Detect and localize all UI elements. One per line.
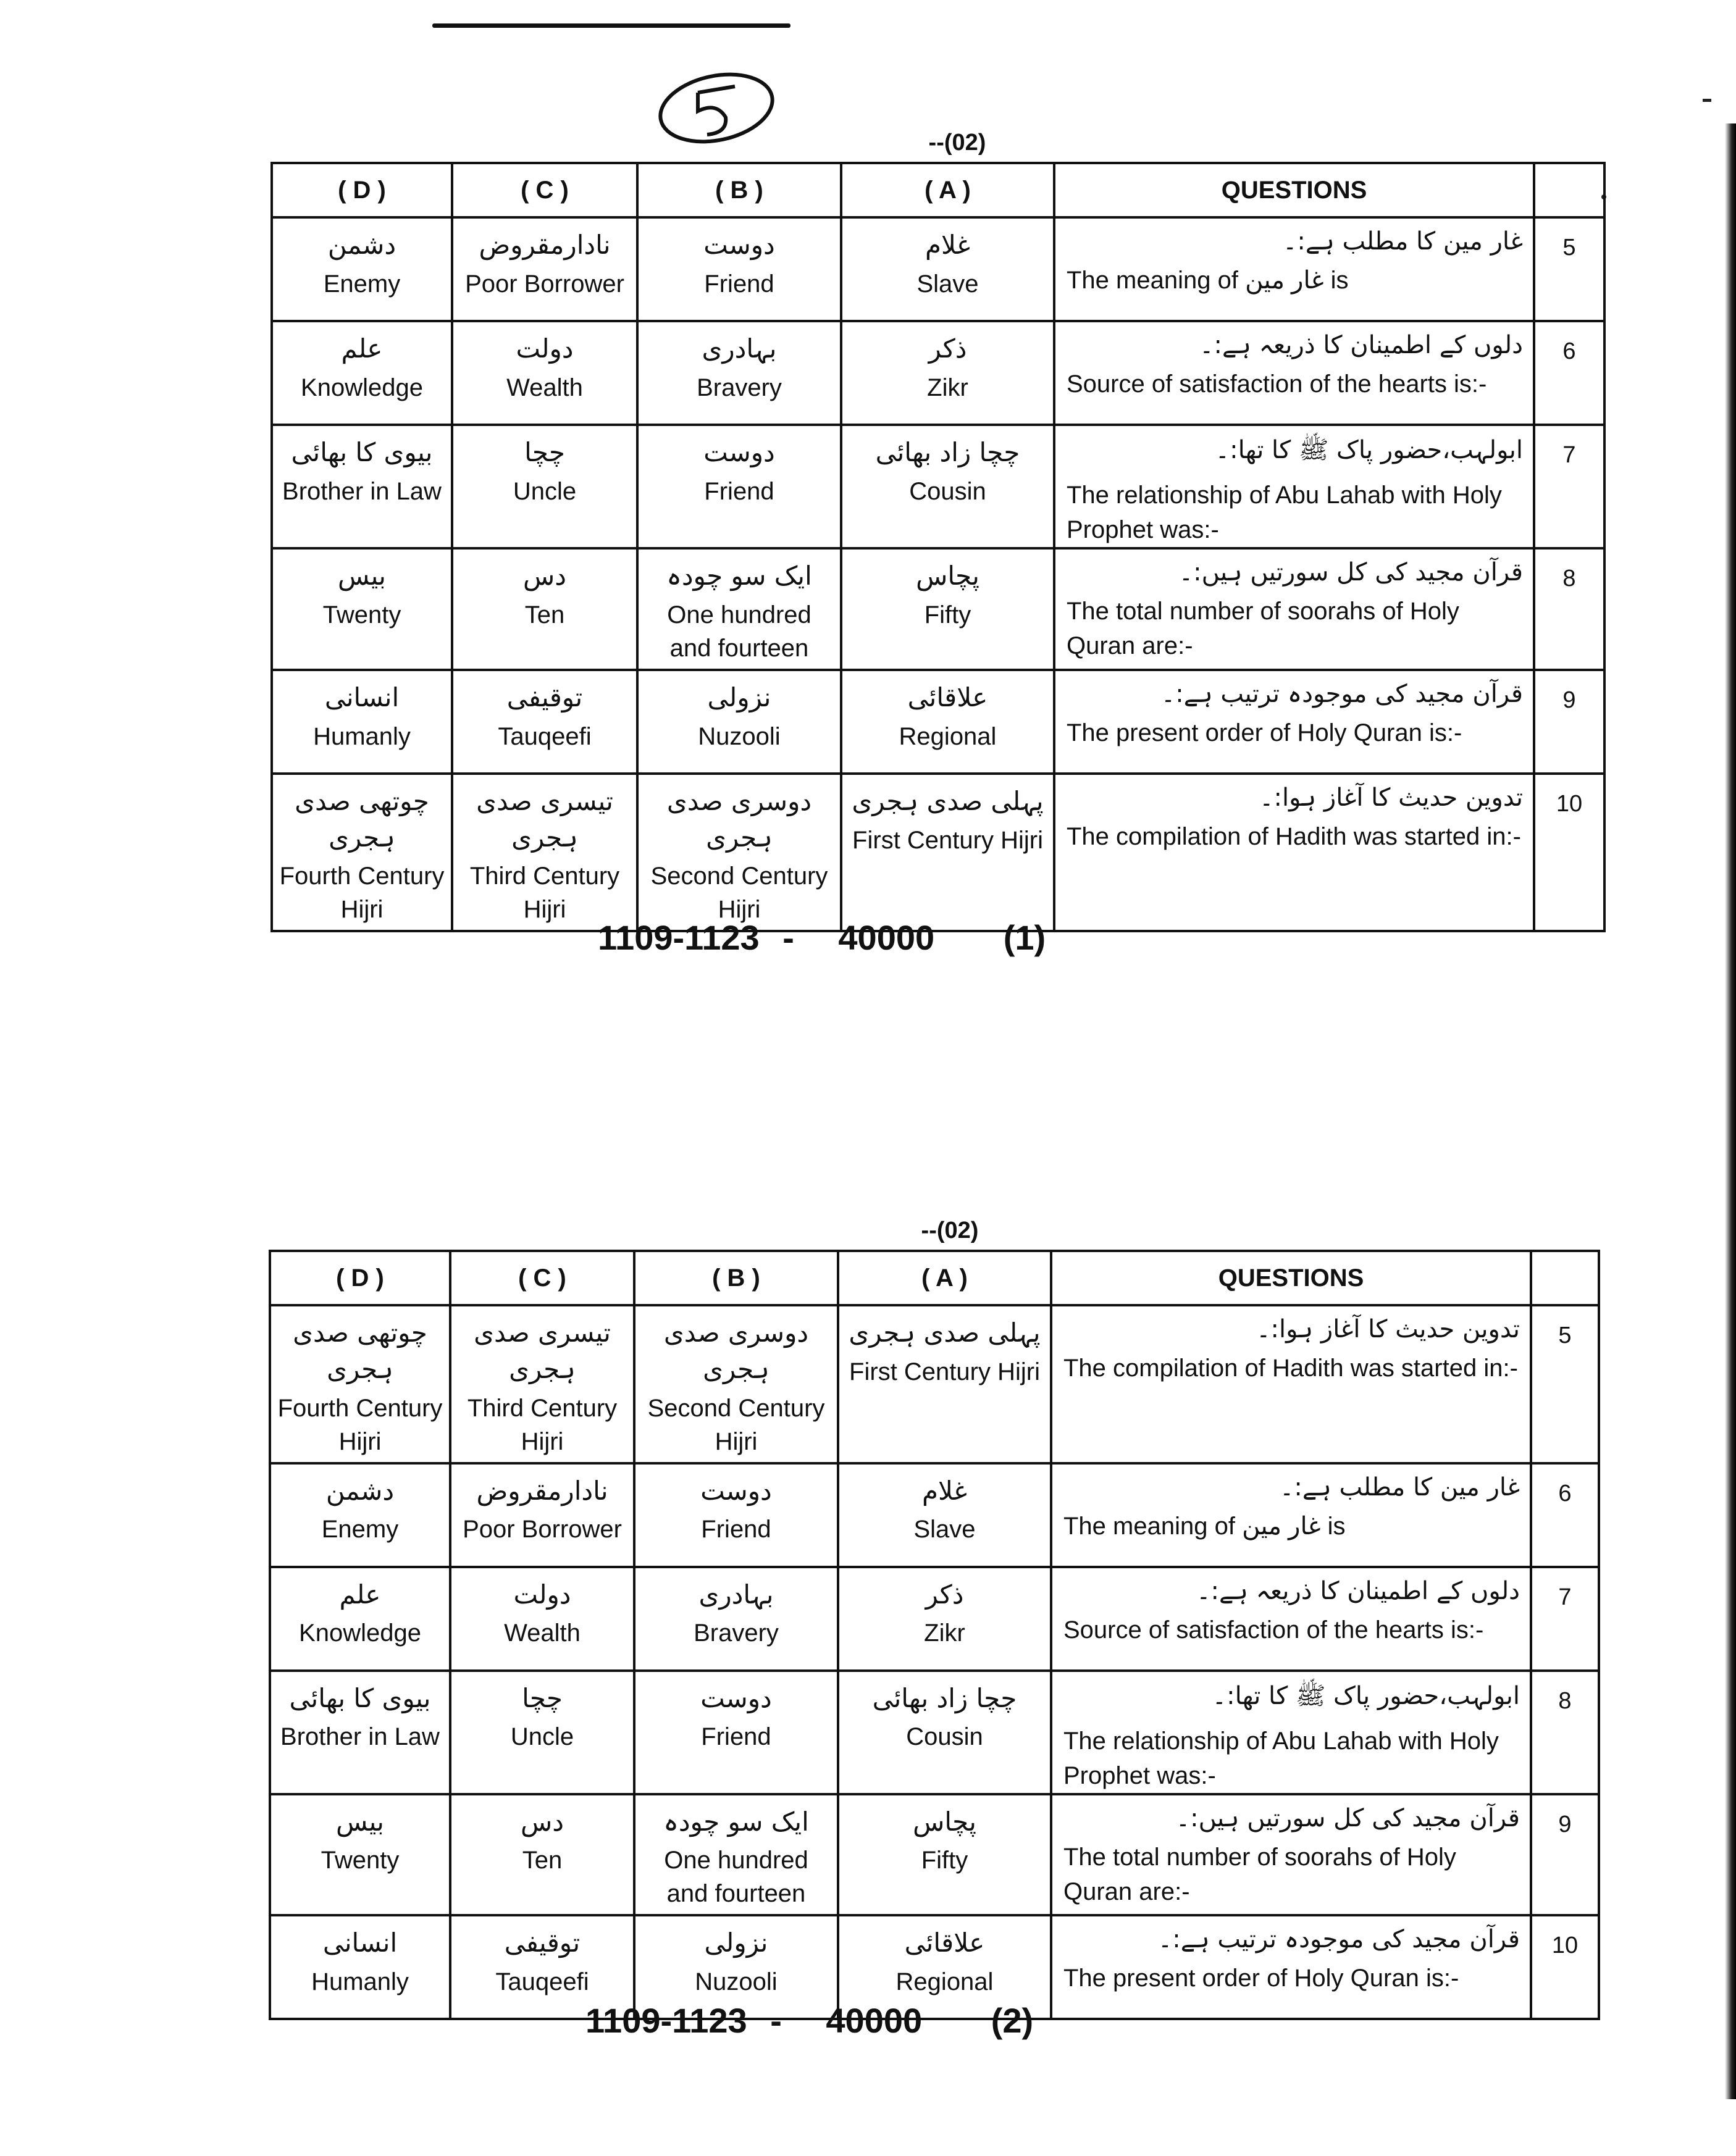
question-number: 6: [1534, 321, 1604, 425]
option-b: [634, 1671, 838, 1794]
footer-set: (2): [991, 2001, 1034, 2040]
option-a: [838, 1671, 1051, 1794]
option-urdu: دولت: [513, 1579, 571, 1610]
question-urdu: ابولہب،حضور پاک ﷺ کا تھا:۔: [1215, 436, 1523, 464]
question-urdu: تدوین حدیث کا آغاز ہوا:۔: [1256, 1315, 1520, 1343]
footer-code: 1109-1123: [585, 2001, 747, 2040]
question-cell: [1051, 1305, 1531, 1463]
option-d: [272, 670, 452, 774]
question-english: Source of satisfaction of the hearts is:-: [1067, 370, 1487, 398]
option-d: [272, 321, 452, 425]
option-english: Tauqeefi: [495, 1968, 589, 1996]
header-c: ( C ): [452, 163, 637, 217]
option-english: Slave: [913, 1516, 976, 1544]
header-d: ( D ): [272, 163, 452, 217]
option-c: [452, 321, 637, 425]
option-urdu: پچاس: [916, 561, 979, 591]
option-urdu: ایک سو چودہ: [666, 561, 812, 591]
option-urdu: چچا: [524, 437, 565, 467]
option-b: [634, 1305, 838, 1463]
question-number: 8: [1534, 548, 1604, 670]
option-english: Humanly: [311, 1968, 409, 1996]
option-urdu: بیس: [338, 561, 386, 591]
option-english: Friend: [704, 270, 774, 298]
footer-dash: -: [770, 2001, 782, 2040]
header-questions: QUESTIONS: [1054, 163, 1534, 217]
scan-edge-shadow: [1725, 123, 1736, 2099]
option-a: [838, 1463, 1051, 1567]
option-urdu: دشمن: [327, 230, 396, 260]
option-c: [452, 217, 637, 321]
option-english: Zikr: [924, 1619, 965, 1647]
page-label: --(02): [921, 1218, 979, 1243]
header-b: ( B ): [634, 1251, 838, 1305]
question-urdu: قرآن مجید کی کل سورتیں ہیں:۔: [1175, 1803, 1520, 1832]
footer-1: [598, 917, 1046, 958]
table-row: [272, 670, 1604, 774]
option-urdu: انسانی: [324, 682, 400, 712]
option-d: [270, 1567, 450, 1671]
option-d: [270, 1671, 450, 1794]
option-urdu: چچا زاد بھائی: [872, 1682, 1017, 1713]
option-a: [838, 1305, 1051, 1463]
option-english: Poor Borrower: [465, 270, 624, 298]
option-d: [270, 1463, 450, 1567]
footer-set: (1): [1003, 918, 1046, 957]
option-english: One hundred and fourteen: [667, 601, 811, 662]
option-english: Tauqeefi: [498, 722, 592, 750]
question-english: The meaning of غار مین is: [1067, 267, 1349, 294]
question-urdu: غار مین کا مطلب ہے:۔: [1282, 227, 1523, 256]
option-urdu: علاقائی: [904, 1928, 985, 1958]
question-english: The meaning of غار مین is: [1063, 1512, 1346, 1540]
option-a: [841, 425, 1054, 548]
option-english: Enemy: [323, 270, 401, 298]
table-row: [270, 1305, 1599, 1463]
question-urdu: قرآن مجید کی موجودہ ترتیب ہے:۔: [1157, 1925, 1520, 1954]
option-english: Zikr: [927, 374, 968, 401]
option-urdu: نزولی: [707, 682, 771, 712]
option-urdu: دوست: [700, 1475, 772, 1506]
option-b: [637, 774, 841, 932]
option-urdu: پچاس: [913, 1806, 976, 1837]
table-row: [270, 1794, 1599, 1916]
option-english: Friend: [701, 1723, 771, 1751]
option-english: Third Century Hijri: [469, 863, 620, 924]
table-row: [272, 217, 1604, 321]
option-urdu: بہادری: [698, 1579, 774, 1610]
option-urdu: ذکر: [928, 333, 967, 364]
option-urdu: دس: [523, 561, 566, 591]
option-c: [450, 1567, 634, 1671]
option-urdu: چچا زاد بھائی: [875, 437, 1020, 467]
option-urdu: دوسری صدی ہجری: [666, 785, 812, 853]
question-cell: [1051, 1915, 1531, 2019]
option-a: [841, 548, 1054, 670]
footer-code: 1109-1123: [598, 918, 760, 957]
option-d: [270, 1794, 450, 1916]
question-cell: [1054, 321, 1534, 425]
table-row: [272, 774, 1604, 932]
option-b: [637, 321, 841, 425]
question-english: The relationship of Abu Lahab with Holy Prophet was:-: [1063, 1727, 1499, 1789]
option-d: [272, 774, 452, 932]
option-urdu: تیسری صدی ہجری: [476, 785, 613, 853]
table-header-row: [272, 163, 1604, 217]
footer-2: [585, 2000, 1033, 2041]
option-urdu: تیسری صدی ہجری: [474, 1318, 611, 1384]
question-english: The relationship of Abu Lahab with Holy Prophet was:-: [1067, 482, 1502, 543]
question-number: 7: [1531, 1567, 1599, 1671]
top-rule: [432, 23, 790, 28]
option-a: [841, 670, 1054, 774]
option-english: Friend: [704, 477, 774, 505]
option-urdu: بیس: [336, 1806, 384, 1837]
option-english: Nuzooli: [698, 722, 781, 750]
question-number: 10: [1531, 1915, 1599, 2019]
option-urdu: چچا: [522, 1682, 563, 1713]
table-row: [272, 425, 1604, 548]
question-cell: [1051, 1567, 1531, 1671]
option-c: [452, 670, 637, 774]
page-label: --(02): [928, 130, 986, 156]
table-header-row: [270, 1251, 1599, 1305]
question-urdu: قرآن مجید کی کل سورتیں ہیں:۔: [1178, 558, 1523, 587]
question-urdu: تدوین حدیث کا آغاز ہوا:۔: [1259, 783, 1523, 812]
question-urdu: دلوں کے اطمینان کا ذریعہ ہے:۔: [1196, 1576, 1520, 1605]
option-a: [841, 217, 1054, 321]
option-c: [450, 1794, 634, 1916]
option-english: Wealth: [504, 1619, 581, 1647]
footer-count: 40000: [838, 918, 935, 957]
option-english: Second Century Hijri: [647, 1394, 825, 1455]
header-number: [1534, 163, 1604, 217]
question-urdu: ابولہب،حضور پاک ﷺ کا تھا:۔: [1212, 1681, 1520, 1710]
option-urdu: غلام: [925, 230, 971, 260]
table-row: [272, 321, 1604, 425]
question-number: 10: [1534, 774, 1604, 932]
option-urdu: توقیفی: [506, 682, 583, 712]
option-english: Poor Borrower: [463, 1516, 622, 1544]
option-urdu: نادارمقروض: [476, 1475, 608, 1506]
question-cell: [1051, 1671, 1531, 1794]
option-english: Humanly: [313, 722, 411, 750]
option-english: Enemy: [321, 1516, 399, 1544]
option-english: First Century Hijri: [852, 826, 1043, 854]
option-english: Regional: [899, 722, 997, 750]
question-cell: [1054, 548, 1534, 670]
option-b: [634, 1567, 838, 1671]
option-english: Twenty: [322, 601, 401, 629]
option-english: Fourth Century Hijri: [279, 863, 445, 924]
option-english: Uncle: [513, 477, 577, 505]
option-urdu: نادارمقروض: [479, 230, 611, 260]
table-row: [270, 1671, 1599, 1794]
question-number: 9: [1534, 670, 1604, 774]
option-english: Knowledge: [299, 1619, 421, 1647]
footer-count: 40000: [826, 2001, 923, 2040]
question-english: The compilation of Hadith was started in:-: [1063, 1355, 1518, 1382]
option-a: [838, 1794, 1051, 1916]
option-english: Ten: [524, 601, 565, 629]
option-b: [634, 1794, 838, 1916]
option-c: [452, 548, 637, 670]
option-b: [637, 217, 841, 321]
question-english: The present order of Holy Quran is:-: [1063, 1965, 1459, 1992]
option-english: Slave: [916, 270, 979, 298]
handwritten-mark-icon: [655, 68, 778, 148]
option-urdu: علم: [341, 333, 383, 364]
footer-dash: -: [782, 918, 794, 957]
option-english: Brother in Law: [280, 1723, 440, 1751]
question-cell: [1054, 670, 1534, 774]
option-urdu: دولت: [516, 333, 574, 364]
header-number: [1531, 1251, 1599, 1305]
option-b: [634, 1463, 838, 1567]
option-english: Second Century Hijri: [650, 863, 828, 924]
scan-speck: [1703, 99, 1711, 102]
option-d: [272, 217, 452, 321]
option-english: Uncle: [510, 1723, 574, 1751]
option-urdu: بیوی کا بھائی: [291, 437, 433, 467]
option-english: Ten: [522, 1847, 563, 1874]
option-urdu: چوتھی صدی ہجری: [295, 785, 429, 853]
option-urdu: دوست: [703, 230, 775, 260]
header-a: ( A ): [841, 163, 1054, 217]
option-urdu: دوست: [700, 1682, 772, 1713]
option-english: Bravery: [694, 1619, 779, 1647]
option-english: Twenty: [321, 1847, 400, 1874]
option-d: [272, 425, 452, 548]
option-urdu: علم: [339, 1579, 381, 1610]
option-urdu: بیوی کا بھائی: [289, 1682, 431, 1713]
option-a: [841, 774, 1054, 932]
option-c: [452, 774, 637, 932]
option-urdu: بہادری: [702, 333, 777, 364]
option-english: Cousin: [906, 1723, 983, 1751]
header-c: ( C ): [450, 1251, 634, 1305]
option-b: [637, 548, 841, 670]
option-english: First Century Hijri: [849, 1358, 1040, 1385]
header-a: ( A ): [838, 1251, 1051, 1305]
option-b: [637, 670, 841, 774]
question-number: 5: [1534, 217, 1604, 321]
question-table-2: [269, 1250, 1600, 2020]
option-urdu: پہلی صدی ہجری: [852, 785, 1044, 816]
question-urdu: دلوں کے اطمینان کا ذریعہ ہے:۔: [1199, 331, 1523, 359]
option-c: [450, 1305, 634, 1463]
option-urdu: دشمن: [325, 1475, 395, 1506]
option-d: [270, 1305, 450, 1463]
header-questions: QUESTIONS: [1051, 1251, 1531, 1305]
option-b: [637, 425, 841, 548]
option-english: Third Century Hijri: [467, 1394, 618, 1455]
option-english: Regional: [895, 1968, 994, 1996]
option-c: [450, 1463, 634, 1567]
option-d: [272, 548, 452, 670]
question-english: The compilation of Hadith was started in:-: [1067, 822, 1521, 850]
option-english: Fifty: [924, 601, 971, 629]
option-english: Nuzooli: [695, 1968, 778, 1996]
question-cell: [1054, 425, 1534, 548]
option-urdu: دوست: [703, 437, 775, 467]
question-number: 6: [1531, 1463, 1599, 1567]
option-english: Knowledge: [301, 374, 423, 401]
question-table-1: [270, 162, 1606, 932]
question-cell: [1051, 1463, 1531, 1567]
question-cell: [1051, 1794, 1531, 1916]
question-number: 9: [1531, 1794, 1599, 1916]
option-english: Fifty: [921, 1847, 968, 1874]
option-english: Friend: [701, 1516, 771, 1544]
option-urdu: نزولی: [704, 1928, 768, 1958]
option-english: Bravery: [697, 374, 782, 401]
option-english: Cousin: [909, 477, 986, 505]
question-english: Source of satisfaction of the hearts is:-: [1063, 1616, 1484, 1644]
option-c: [450, 1671, 634, 1794]
option-urdu: چوتھی صدی ہجری: [293, 1318, 427, 1384]
question-urdu: غار مین کا مطلب ہے:۔: [1279, 1473, 1520, 1502]
question-english: The total number of soorahs of Holy Quran are:-: [1063, 1843, 1456, 1905]
option-urdu: انسانی: [322, 1928, 398, 1958]
table-row: [270, 1463, 1599, 1567]
option-english: One hundred and fourteen: [664, 1847, 808, 1908]
option-urdu: ایک سو چودہ: [663, 1806, 809, 1837]
table-row: [270, 1567, 1599, 1671]
option-urdu: دس: [521, 1806, 564, 1837]
option-d: [270, 1915, 450, 2019]
table-row: [272, 548, 1604, 670]
option-urdu: ذکر: [925, 1579, 964, 1610]
option-urdu: علاقائی: [907, 682, 988, 712]
option-urdu: غلام: [921, 1475, 968, 1506]
question-number: 7: [1534, 425, 1604, 548]
question-number: 5: [1531, 1305, 1599, 1463]
question-cell: [1054, 774, 1534, 932]
option-a: [838, 1567, 1051, 1671]
option-a: [841, 321, 1054, 425]
option-english: Fourth Century Hijri: [277, 1394, 443, 1455]
option-english: Wealth: [506, 374, 583, 401]
header-d: ( D ): [270, 1251, 450, 1305]
question-urdu: قرآن مجید کی موجودہ ترتیب ہے:۔: [1160, 679, 1523, 708]
question-cell: [1054, 217, 1534, 321]
option-urdu: دوسری صدی ہجری: [663, 1318, 809, 1384]
option-c: [452, 425, 637, 548]
question-english: The total number of soorahs of Holy Quran are:-: [1067, 598, 1459, 659]
question-number: 8: [1531, 1671, 1599, 1794]
option-urdu: پہلی صدی ہجری: [849, 1318, 1041, 1348]
option-english: Brother in Law: [282, 477, 442, 505]
header-b: ( B ): [637, 163, 841, 217]
option-urdu: توقیفی: [504, 1928, 581, 1958]
question-english: The present order of Holy Quran is:-: [1067, 719, 1462, 746]
